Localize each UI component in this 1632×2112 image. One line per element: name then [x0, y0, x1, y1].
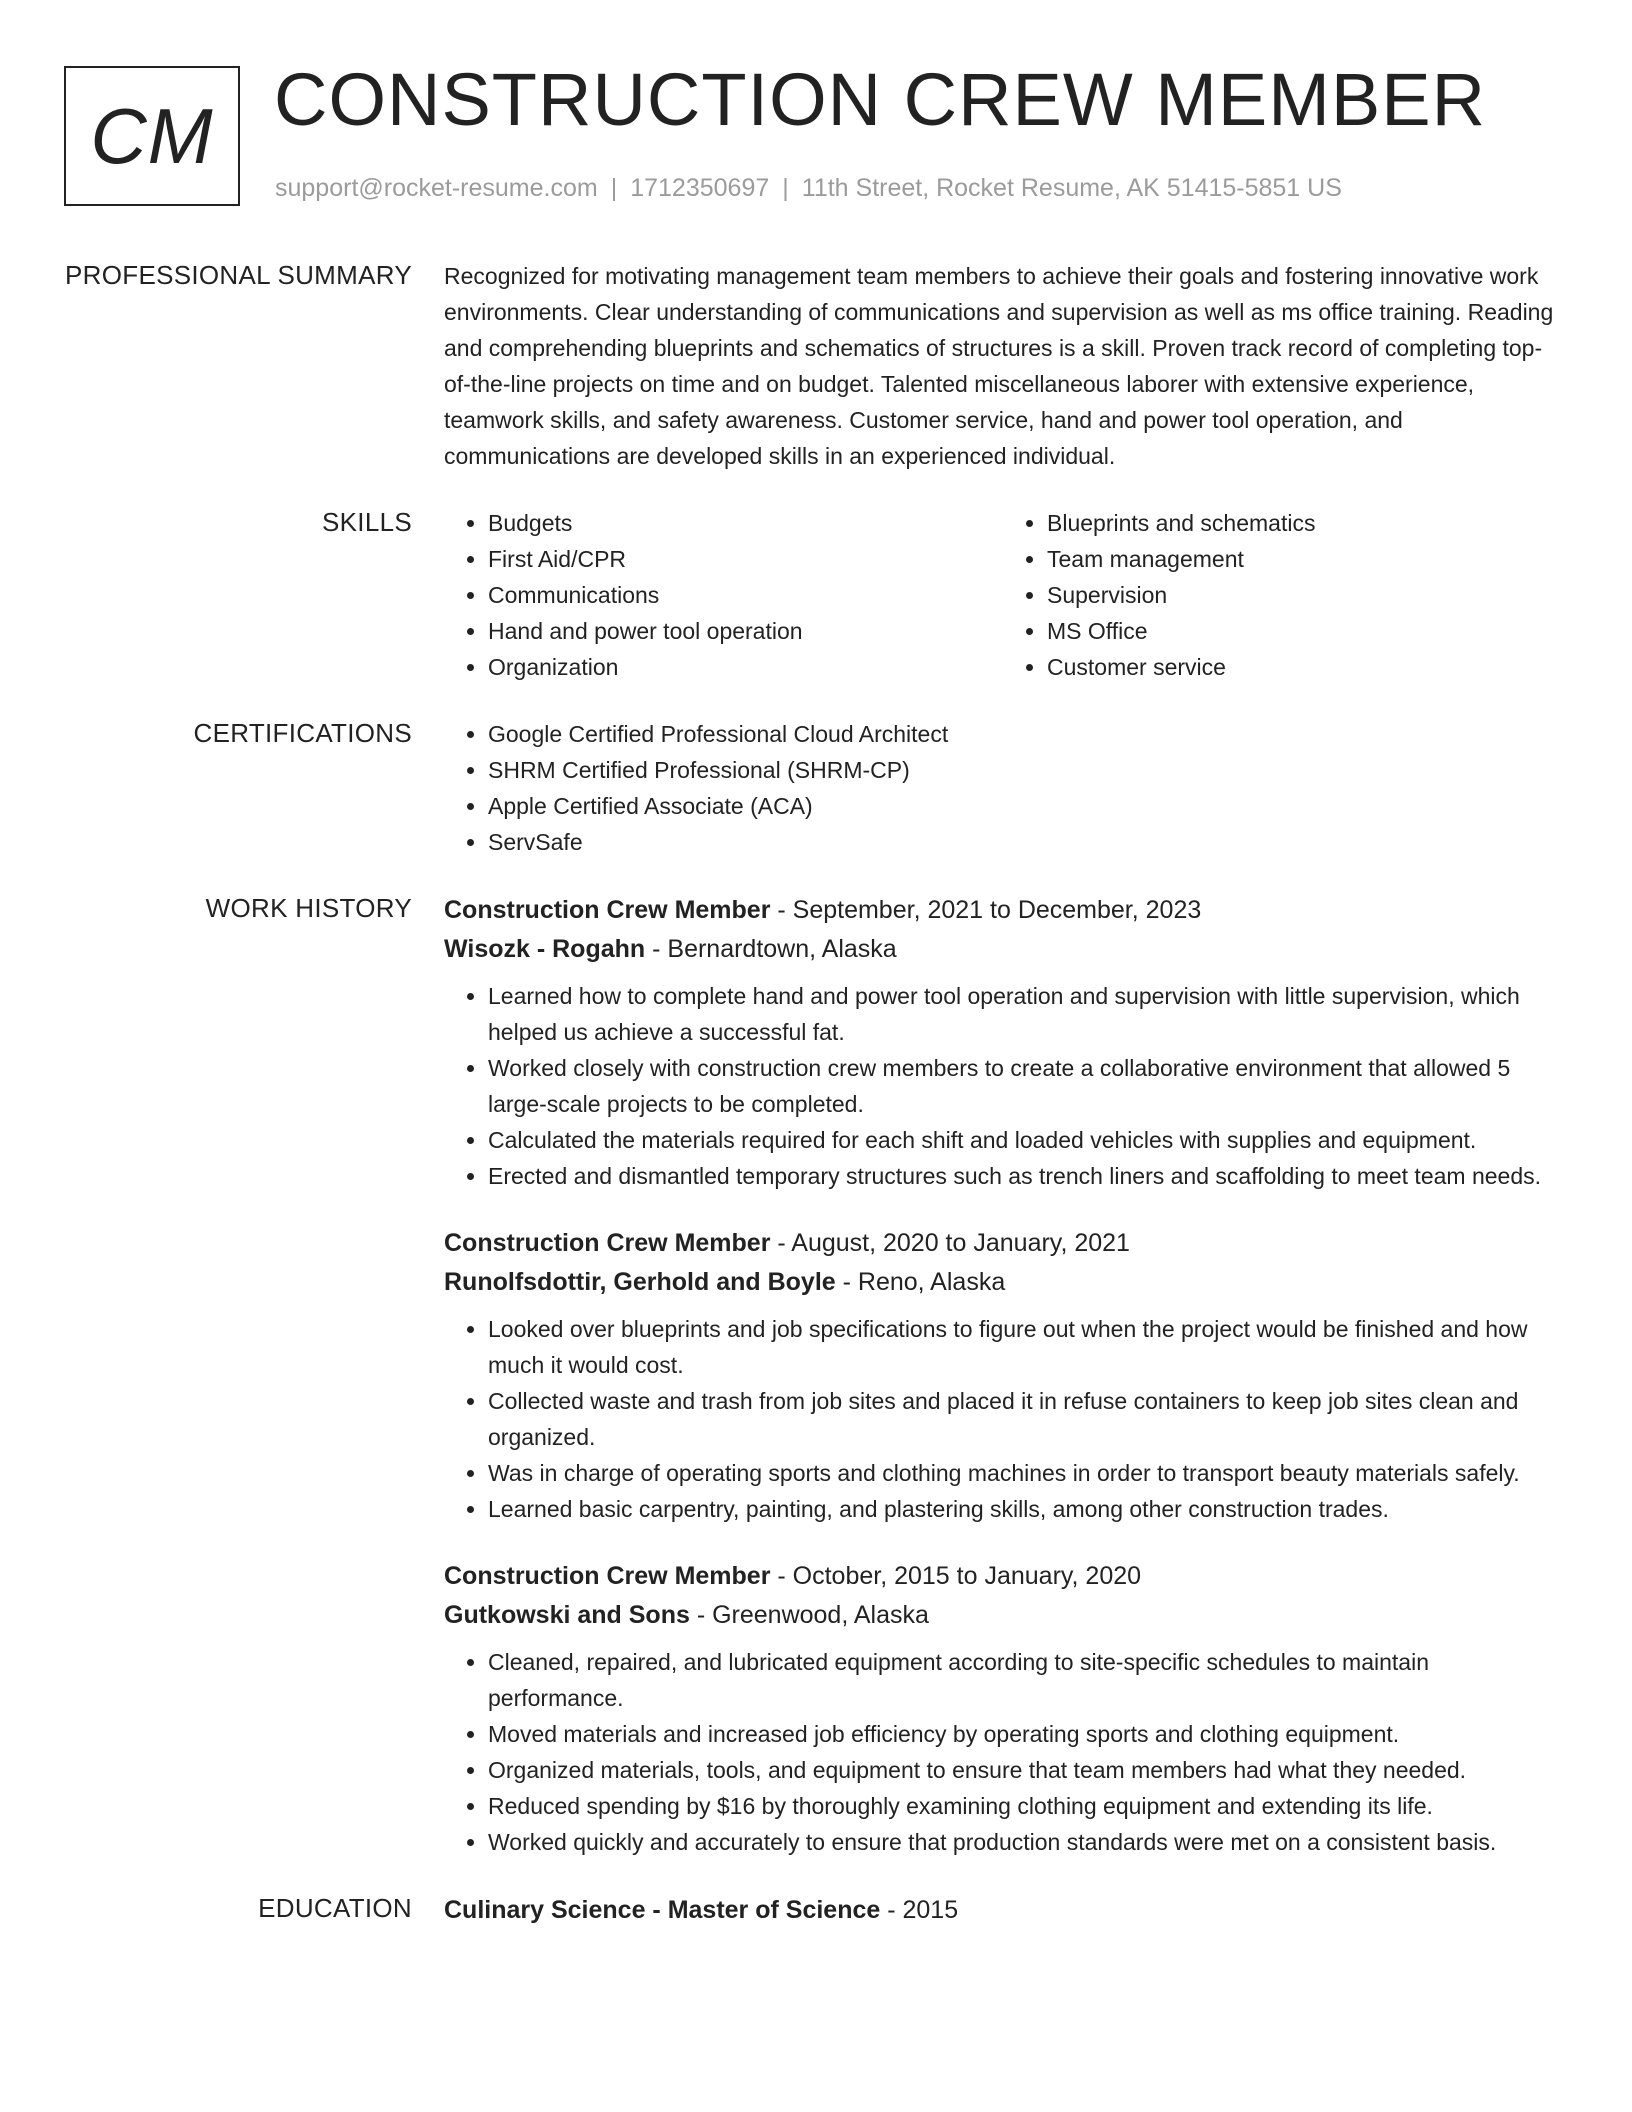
- resume-content: [0, 258, 1632, 1961]
- section-label: CERTIFICATIONS: [193, 718, 412, 748]
- job-company-line: [444, 1263, 1562, 1302]
- certification-item: • Google Certified Professional Cloud Architect: [488, 716, 1562, 752]
- contact-email[interactable]: support@rocket-resume.com: [275, 174, 598, 202]
- skill-item: • Communications: [488, 577, 1003, 613]
- job-company-line: [444, 1596, 1562, 1635]
- education-year: - 2015: [880, 1896, 959, 1924]
- job-bullet: • Looked over blueprints and job specifications to figure out when the project would be finished and how much it would cost.: [488, 1311, 1562, 1383]
- job-title-line: [444, 1224, 1562, 1263]
- skills-list-right: [1003, 505, 1562, 685]
- summary-section: [0, 258, 1632, 474]
- contact-separator: |: [782, 174, 789, 202]
- monogram-logo: CM: [64, 66, 240, 206]
- job-entry: [444, 1557, 1562, 1860]
- job-bullet: • Learned basic carpentry, painting, and plastering skills, among other construction trades.: [488, 1491, 1562, 1527]
- job-title-line: [444, 1557, 1562, 1596]
- job-bullets: [444, 978, 1562, 1194]
- job-bullet: • Erected and dismantled temporary structures such as trench liners and scaffolding to meet team needs.: [488, 1158, 1562, 1194]
- job-bullet: • Cleaned, repaired, and lubricated equipment according to site-specific schedules to maintain performance.: [488, 1644, 1562, 1716]
- certification-item: • ServSafe: [488, 824, 1562, 860]
- section-label: PROFESSIONAL SUMMARY: [65, 260, 412, 290]
- job-title: Construction Crew Member: [444, 1229, 771, 1257]
- education-section: [0, 1891, 1632, 1930]
- job-bullets: [444, 1311, 1562, 1527]
- skill-item: • Organization: [488, 649, 1003, 685]
- skill-item: • MS Office: [1047, 613, 1562, 649]
- section-label: SKILLS: [322, 507, 412, 537]
- job-location: - Reno, Alaska: [835, 1268, 1006, 1296]
- job-company-line: [444, 930, 1562, 969]
- summary-text: Recognized for motivating management team members to achieve their goals and fostering innovative work environments. Clear understanding of communications and supervision as well as ms office training. Reading and comprehending blueprints and schematics of structures is a skill. Proven track record of completing top-of-the-line projects on time and on budget. Talented miscellaneous laborer with extensive experience, teamwork skills, and safety awareness. Customer service, hand and power tool operation, and communications are developed skills in an experienced individual.: [444, 263, 1554, 469]
- section-label: EDUCATION: [258, 1893, 412, 1923]
- job-bullet: • Worked quickly and accurately to ensure that production standards were met on a consistent basis.: [488, 1824, 1562, 1860]
- job-bullet: • Learned how to complete hand and power tool operation and supervision with little supervision, which helped us achieve a successful fat.: [488, 978, 1562, 1050]
- job-bullet: • Collected waste and trash from job sites and placed it in refuse containers to keep job sites clean and organized.: [488, 1383, 1562, 1455]
- job-bullet: • Worked closely with construction crew members to create a collaborative environment that allowed 5 large-scale projects to be completed.: [488, 1050, 1562, 1122]
- contact-address: 11th Street, Rocket Resume, AK 51415-5851 US: [801, 174, 1342, 202]
- job-bullet: • Reduced spending by $16 by thoroughly examining clothing equipment and extending its life.: [488, 1788, 1562, 1824]
- certification-item: • SHRM Certified Professional (SHRM-CP): [488, 752, 1562, 788]
- job-location: - Bernardtown, Alaska: [645, 935, 897, 963]
- job-bullet: • Moved materials and increased job efficiency by operating sports and clothing equipment.: [488, 1716, 1562, 1752]
- certifications-section: [0, 716, 1632, 860]
- contact-phone[interactable]: 1712350697: [630, 174, 770, 202]
- certifications-list: [444, 716, 1562, 860]
- certification-item: • Apple Certified Associate (ACA): [488, 788, 1562, 824]
- job-dates: - August, 2020 to January, 2021: [770, 1229, 1130, 1257]
- job-dates: - October, 2015 to January, 2020: [770, 1562, 1142, 1590]
- skill-item: • Customer service: [1047, 649, 1562, 685]
- job-bullets: [444, 1644, 1562, 1860]
- page-title: CONSTRUCTION CREW MEMBER: [274, 58, 1487, 141]
- skill-item: • Supervision: [1047, 577, 1562, 613]
- job-company: Runolfsdottir, Gerhold and Boyle: [444, 1268, 836, 1296]
- skill-item: • First Aid/CPR: [488, 541, 1003, 577]
- job-entry: [444, 891, 1562, 1194]
- education-entry: [444, 1891, 1562, 1930]
- job-bullet: • Organized materials, tools, and equipment to ensure that team members had what they needed.: [488, 1752, 1562, 1788]
- section-label: WORK HISTORY: [205, 893, 412, 923]
- skill-item: • Blueprints and schematics: [1047, 505, 1562, 541]
- job-location: - Greenwood, Alaska: [689, 1601, 929, 1629]
- skill-item: • Team management: [1047, 541, 1562, 577]
- job-title: Construction Crew Member: [444, 1562, 771, 1590]
- job-title-line: [444, 891, 1562, 930]
- job-bullet: • Was in charge of operating sports and clothing machines in order to transport beauty materials safely.: [488, 1455, 1562, 1491]
- job-company: Gutkowski and Sons: [444, 1601, 690, 1629]
- education-degree: Culinary Science - Master of Science: [444, 1896, 881, 1924]
- skills-list-left: [444, 505, 1003, 685]
- job-company: Wisozk - Rogahn: [444, 935, 646, 963]
- job-dates: - September, 2021 to December, 2023: [770, 896, 1202, 924]
- job-bullet: • Calculated the materials required for each shift and loaded vehicles with supplies and equipment.: [488, 1122, 1562, 1158]
- contact-separator: |: [610, 174, 618, 202]
- work-history-section: [0, 891, 1632, 1860]
- job-entry: [444, 1224, 1562, 1527]
- job-title: Construction Crew Member: [444, 896, 771, 924]
- skill-item: • Hand and power tool operation: [488, 613, 1003, 649]
- contact-line: [275, 174, 1342, 203]
- skills-section: [0, 505, 1632, 685]
- skill-item: • Budgets: [488, 505, 1003, 541]
